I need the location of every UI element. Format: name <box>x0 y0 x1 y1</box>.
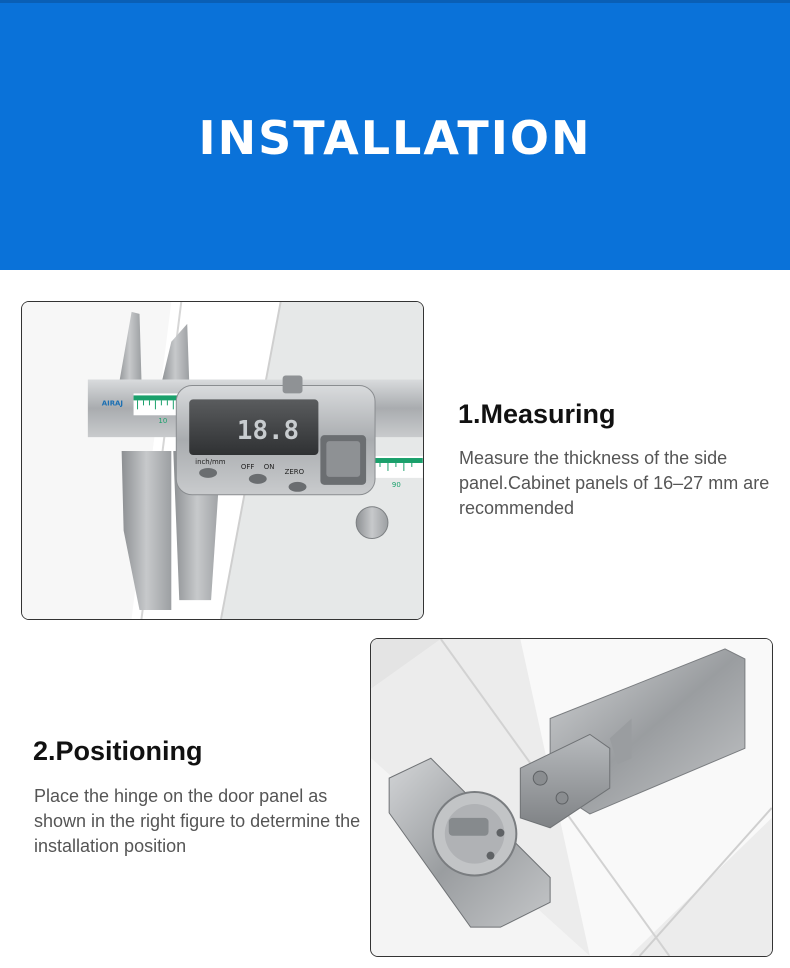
installation-banner <box>0 0 790 270</box>
step-2-description: Place the hinge on the door panel as shown in the right figure to determine the installation position <box>34 786 361 856</box>
caliper-button-zero: ZERO <box>284 467 305 476</box>
step-2-title: 2.Positioning <box>33 736 203 766</box>
caliper-brand: AIRAJ <box>101 399 124 408</box>
caliper-button-inch-mm: inch/mm <box>195 457 226 466</box>
step-1-description: Measure the thickness of the side panel.Cabinet panels of 16–27 mm are recommended <box>459 448 770 518</box>
hinge-illustration <box>371 639 772 956</box>
hinge-photo <box>370 638 773 957</box>
caliper-illustration <box>22 302 423 619</box>
caliper-reading: 18.8 <box>236 416 300 447</box>
caliper-button-on: ON <box>263 462 275 471</box>
caliper-photo <box>21 301 424 620</box>
caliper-button-off: OFF <box>240 462 255 471</box>
scale-tick-90: 90 <box>391 480 401 489</box>
step-1-title: 1.Measuring <box>458 399 616 429</box>
banner-title: INSTALLATION <box>198 111 592 165</box>
scale-tick-10: 10 <box>158 417 168 426</box>
